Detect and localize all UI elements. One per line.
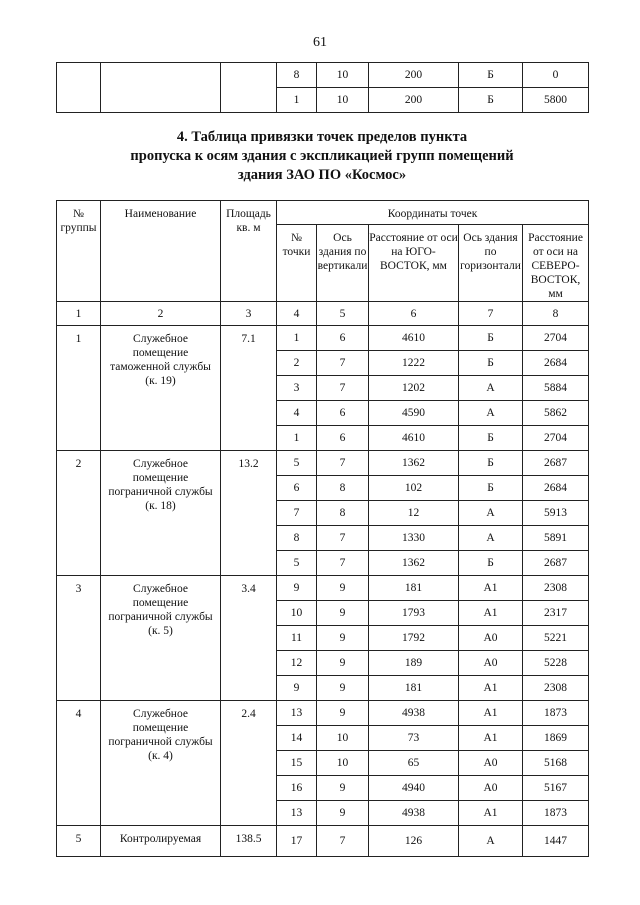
cell-dist-sw: 1222 bbox=[369, 351, 459, 376]
cell-dist-nw: 1873 bbox=[523, 701, 589, 726]
cell-group: 5 bbox=[57, 826, 101, 857]
cell-group: 1 bbox=[57, 326, 101, 451]
cell-dist-sw: 1202 bbox=[369, 376, 459, 401]
header-name: Наименование bbox=[101, 201, 221, 302]
cell-axis-v: 10 bbox=[317, 726, 369, 751]
cell-name bbox=[101, 451, 221, 576]
cell-point: 12 bbox=[277, 651, 317, 676]
cell-dist-nw: 0 bbox=[523, 63, 589, 88]
cell-dist-sw: 1792 bbox=[369, 626, 459, 651]
cell-axis-h: Б bbox=[459, 426, 523, 451]
cell-axis-v: 6 bbox=[317, 326, 369, 351]
cell-axis-h: А bbox=[459, 526, 523, 551]
cell-axis-v: 9 bbox=[317, 576, 369, 601]
header-dist-nw: Расстояние от оси на СЕВЕРО-ВОСТОК, мм bbox=[523, 225, 589, 302]
cell-dist-nw: 2704 bbox=[523, 426, 589, 451]
header-axis-h: Ось здания по горизонтали bbox=[459, 225, 523, 302]
col-num: 4 bbox=[277, 302, 317, 326]
cell-axis-v: 7 bbox=[317, 526, 369, 551]
cell-axis-h: А bbox=[459, 376, 523, 401]
room-name-text: Служебное помещение пограничной службы (к. 18) bbox=[108, 458, 213, 512]
cell-point: 1 bbox=[277, 426, 317, 451]
header-area: Площадь кв. м bbox=[221, 201, 277, 302]
cell-axis-h: А0 bbox=[459, 751, 523, 776]
cell-point: 5 bbox=[277, 451, 317, 476]
cell-point: 8 bbox=[277, 63, 317, 88]
cell-axis-h: А0 bbox=[459, 651, 523, 676]
cell-point: 1 bbox=[277, 88, 317, 113]
cell-group: 2 bbox=[57, 451, 101, 576]
cell-dist-sw: 1362 bbox=[369, 551, 459, 576]
cell-area: 2.4 bbox=[221, 701, 277, 826]
cell-dist-nw: 5884 bbox=[523, 376, 589, 401]
cell-group: 4 bbox=[57, 701, 101, 826]
cell-point: 7 bbox=[277, 501, 317, 526]
empty-cell bbox=[57, 63, 101, 113]
cell-dist-nw: 2704 bbox=[523, 326, 589, 351]
cell-axis-v: 10 bbox=[317, 88, 369, 113]
cell-dist-nw: 2317 bbox=[523, 601, 589, 626]
cell-point: 11 bbox=[277, 626, 317, 651]
col-num: 1 bbox=[57, 302, 101, 326]
cell-axis-v: 7 bbox=[317, 826, 369, 857]
col-num: 8 bbox=[523, 302, 589, 326]
empty-cell bbox=[221, 63, 277, 113]
cell-dist-nw: 5891 bbox=[523, 526, 589, 551]
table-row bbox=[57, 451, 589, 476]
cell-point: 17 bbox=[277, 826, 317, 857]
cell-dist-nw: 2684 bbox=[523, 351, 589, 376]
cell-axis-v: 7 bbox=[317, 551, 369, 576]
table-row bbox=[57, 63, 589, 88]
cell-axis-v: 10 bbox=[317, 751, 369, 776]
table-row bbox=[57, 326, 589, 351]
cell-group: 3 bbox=[57, 576, 101, 701]
cell-dist-nw: 5167 bbox=[523, 776, 589, 801]
cell-dist-sw: 4610 bbox=[369, 326, 459, 351]
title-line: здания ЗАО ПО «Космос» bbox=[237, 167, 407, 183]
cell-axis-h: А1 bbox=[459, 601, 523, 626]
cell-point: 9 bbox=[277, 676, 317, 701]
cell-axis-h: А bbox=[459, 826, 523, 857]
cell-axis-v: 7 bbox=[317, 451, 369, 476]
cell-area: 138.5 bbox=[221, 826, 277, 857]
cell-dist-sw: 189 bbox=[369, 651, 459, 676]
cell-area: 7.1 bbox=[221, 326, 277, 451]
cell-axis-h: Б bbox=[459, 351, 523, 376]
cell-axis-v: 9 bbox=[317, 701, 369, 726]
cell-point: 10 bbox=[277, 601, 317, 626]
cell-dist-sw: 4940 bbox=[369, 776, 459, 801]
points-table bbox=[56, 200, 589, 857]
cell-dist-sw: 4610 bbox=[369, 426, 459, 451]
cell-dist-nw: 5221 bbox=[523, 626, 589, 651]
cell-axis-h: А1 bbox=[459, 801, 523, 826]
continuation-table bbox=[56, 62, 589, 113]
cell-dist-sw: 4938 bbox=[369, 701, 459, 726]
cell-dist-sw: 1330 bbox=[369, 526, 459, 551]
cell-dist-nw: 2308 bbox=[523, 576, 589, 601]
cell-axis-h: Б bbox=[459, 476, 523, 501]
cell-axis-h: А1 bbox=[459, 701, 523, 726]
cell-axis-v: 6 bbox=[317, 426, 369, 451]
cell-point: 9 bbox=[277, 576, 317, 601]
cell-dist-sw: 4938 bbox=[369, 801, 459, 826]
cell-dist-sw: 1793 bbox=[369, 601, 459, 626]
cell-dist-nw: 2308 bbox=[523, 676, 589, 701]
cell-axis-v: 8 bbox=[317, 476, 369, 501]
header-axis-v: Ось здания по вертикали bbox=[317, 225, 369, 302]
title-line: 4. Таблица привязки точек пределов пункта bbox=[176, 129, 468, 145]
cell-dist-nw: 5168 bbox=[523, 751, 589, 776]
cell-axis-h: А1 bbox=[459, 676, 523, 701]
cell-dist-nw: 1447 bbox=[523, 826, 589, 857]
cell-name bbox=[101, 826, 221, 857]
col-num: 3 bbox=[221, 302, 277, 326]
cell-dist-sw: 12 bbox=[369, 501, 459, 526]
cell-dist-sw: 126 bbox=[369, 826, 459, 857]
cell-axis-v: 9 bbox=[317, 801, 369, 826]
cell-axis-v: 10 bbox=[317, 63, 369, 88]
cell-axis-v: 9 bbox=[317, 651, 369, 676]
cell-axis-v: 9 bbox=[317, 776, 369, 801]
cell-dist-nw: 5862 bbox=[523, 401, 589, 426]
cell-axis-v: 7 bbox=[317, 351, 369, 376]
cell-area: 13.2 bbox=[221, 451, 277, 576]
cell-axis-v: 6 bbox=[317, 401, 369, 426]
room-name-text: Служебное помещение таможенной службы (к. 19) bbox=[110, 333, 211, 387]
cell-point: 8 bbox=[277, 526, 317, 551]
col-num: 7 bbox=[459, 302, 523, 326]
cell-axis-h: Б bbox=[459, 551, 523, 576]
cell-dist-nw: 2687 bbox=[523, 551, 589, 576]
cell-name bbox=[101, 326, 221, 451]
cell-axis-h: А1 bbox=[459, 576, 523, 601]
cell-area: 3.4 bbox=[221, 576, 277, 701]
cell-point: 2 bbox=[277, 351, 317, 376]
cell-axis-h: Б bbox=[459, 88, 523, 113]
section-title bbox=[56, 128, 588, 185]
title-line: пропуска к осям здания с экспликацией групп помещений bbox=[130, 148, 514, 164]
cell-dist-sw: 65 bbox=[369, 751, 459, 776]
cell-dist-sw: 181 bbox=[369, 576, 459, 601]
cell-axis-v: 9 bbox=[317, 601, 369, 626]
cell-dist-nw: 1869 bbox=[523, 726, 589, 751]
cell-dist-nw: 2687 bbox=[523, 451, 589, 476]
cell-point: 4 bbox=[277, 401, 317, 426]
cell-axis-h: А1 bbox=[459, 726, 523, 751]
page-number: 61 bbox=[313, 35, 327, 50]
cell-axis-h: Б bbox=[459, 63, 523, 88]
cell-dist-sw: 4590 bbox=[369, 401, 459, 426]
empty-cell bbox=[101, 63, 221, 113]
cell-dist-nw: 1873 bbox=[523, 801, 589, 826]
table-row bbox=[57, 826, 589, 857]
cell-dist-sw: 73 bbox=[369, 726, 459, 751]
room-name-text: Служебное помещение пограничной службы (к. 4) bbox=[108, 708, 213, 762]
cell-axis-h: А bbox=[459, 401, 523, 426]
cell-dist-sw: 1362 bbox=[369, 451, 459, 476]
cell-point: 16 bbox=[277, 776, 317, 801]
room-name-text: Контролируемая bbox=[119, 833, 202, 845]
cell-axis-h: Б bbox=[459, 451, 523, 476]
cell-axis-h: Б bbox=[459, 326, 523, 351]
points-table-body bbox=[57, 326, 589, 857]
column-number-row bbox=[57, 302, 589, 326]
room-name-text: Служебное помещение пограничной службы (к. 5) bbox=[108, 583, 213, 637]
cell-axis-v: 9 bbox=[317, 676, 369, 701]
cell-point: 15 bbox=[277, 751, 317, 776]
cell-point: 6 bbox=[277, 476, 317, 501]
cell-axis-h: А0 bbox=[459, 626, 523, 651]
cell-dist-nw: 5800 bbox=[523, 88, 589, 113]
cell-axis-v: 9 bbox=[317, 626, 369, 651]
cell-axis-h: А bbox=[459, 501, 523, 526]
cell-point: 5 bbox=[277, 551, 317, 576]
cell-axis-h: А0 bbox=[459, 776, 523, 801]
header-group: № группы bbox=[57, 201, 101, 302]
cell-dist-sw: 200 bbox=[369, 88, 459, 113]
cell-dist-nw: 5228 bbox=[523, 651, 589, 676]
cell-axis-v: 8 bbox=[317, 501, 369, 526]
cell-point: 14 bbox=[277, 726, 317, 751]
cell-name bbox=[101, 576, 221, 701]
header-point: № точки bbox=[277, 225, 317, 302]
cell-dist-sw: 200 bbox=[369, 63, 459, 88]
header-dist-sw: Расстояние от оси на ЮГО-ВОСТОК, мм bbox=[369, 225, 459, 302]
cell-dist-sw: 102 bbox=[369, 476, 459, 501]
cell-name bbox=[101, 701, 221, 826]
col-num: 5 bbox=[317, 302, 369, 326]
cell-point: 1 bbox=[277, 326, 317, 351]
cell-point: 3 bbox=[277, 376, 317, 401]
header-coords: Координаты точек bbox=[277, 201, 589, 225]
col-num: 2 bbox=[101, 302, 221, 326]
cell-point: 13 bbox=[277, 801, 317, 826]
header-row bbox=[57, 201, 589, 225]
cell-dist-sw: 181 bbox=[369, 676, 459, 701]
table-row bbox=[57, 576, 589, 601]
cell-dist-nw: 5913 bbox=[523, 501, 589, 526]
col-num: 6 bbox=[369, 302, 459, 326]
cell-axis-v: 7 bbox=[317, 376, 369, 401]
cell-dist-nw: 2684 bbox=[523, 476, 589, 501]
cell-point: 13 bbox=[277, 701, 317, 726]
table-row bbox=[57, 701, 589, 726]
